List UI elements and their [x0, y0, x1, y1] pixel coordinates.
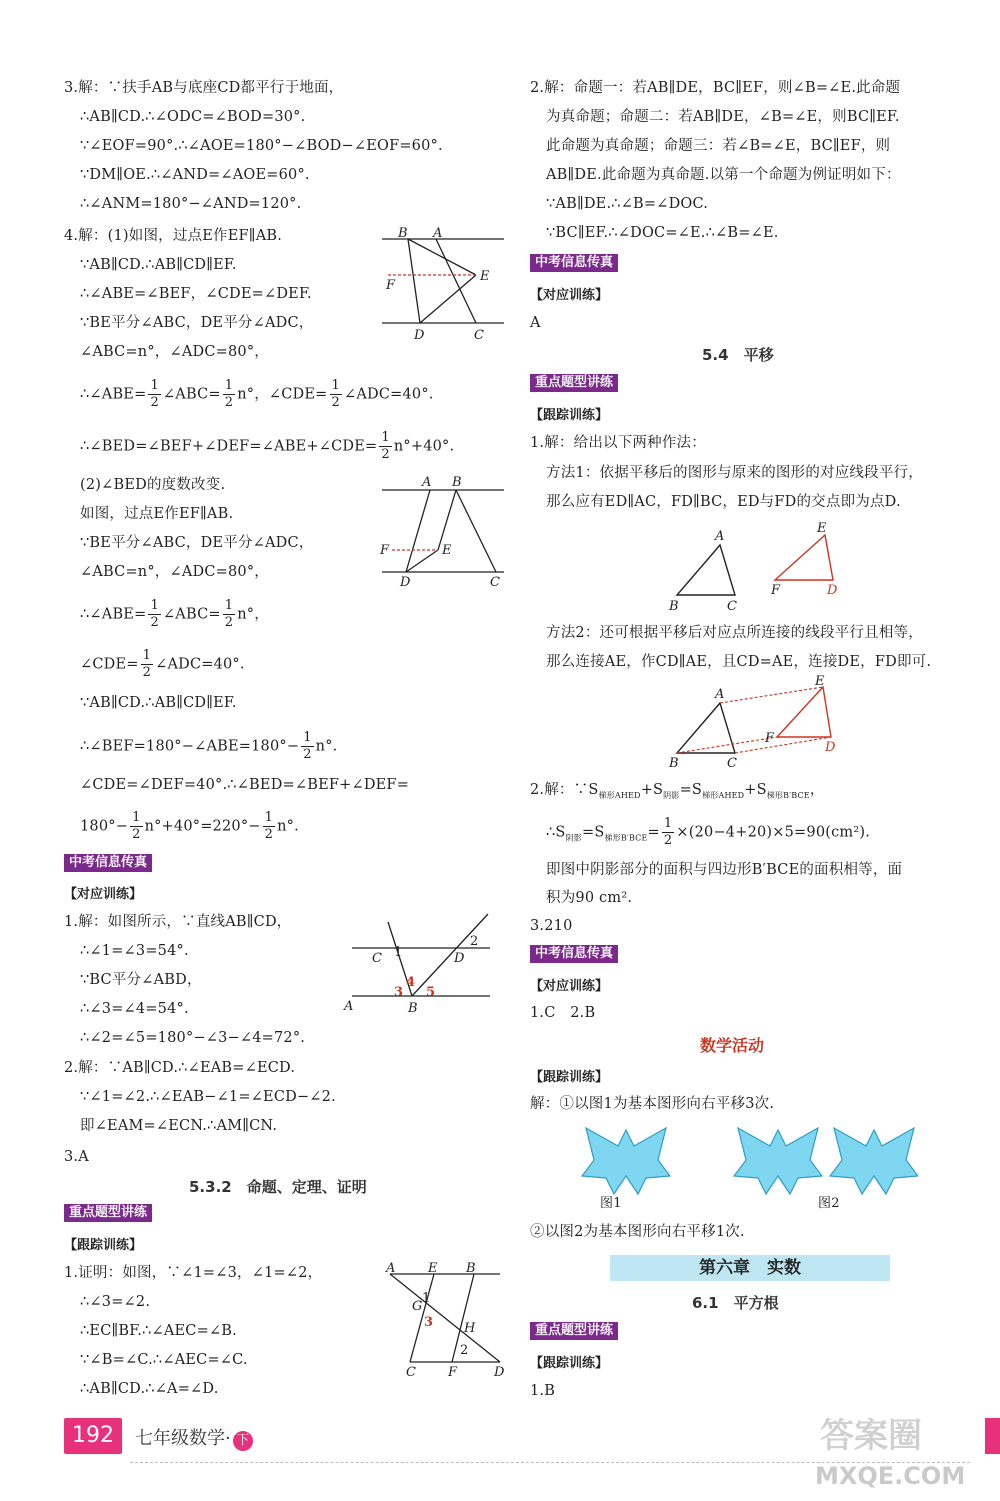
page-edge-tab: [985, 1418, 1000, 1454]
q4-line16: ∠CDE=∠DEF=40°.∴∠BED=∠BEF+∠DEF=: [80, 777, 410, 793]
svg-text:5: 5: [426, 985, 436, 1000]
t1-line2: 方法1：依据平移后的图形与原来的图形的对应线段平行，: [546, 465, 923, 481]
zhongkao-tag: 中考信息传真: [64, 854, 152, 872]
figure-t1-method1: [665, 520, 855, 615]
svg-text:A: A: [386, 1262, 396, 1276]
q2-line6: ∵BC∥EF.∴∠DOC=∠E.∴∠B=∠E.: [546, 225, 779, 241]
genzong-tag-right-2: 【跟踪训练】: [530, 1070, 609, 1085]
svg-text:1: 1: [394, 945, 403, 960]
svg-text:E: E: [480, 269, 490, 284]
t3-answer: 3.210: [530, 918, 573, 934]
d1-line4: ∴∠3=∠4=54°.: [80, 1001, 189, 1017]
figure-t1-method2: [665, 675, 855, 770]
figure-q4-2: [378, 472, 508, 592]
figure-q4-1: [378, 225, 508, 345]
svg-text:D: D: [454, 951, 465, 966]
q3-line5: ∴∠ANM=180°−∠AND=120°.: [80, 196, 302, 212]
activity-line2: ②以图2为基本图形向右平移1次.: [530, 1224, 745, 1240]
svg-text:D: D: [825, 740, 836, 755]
svg-text:F: F: [771, 583, 781, 598]
q4-line10: ∵BE平分∠ABC，DE平分∠ADC，: [80, 535, 314, 551]
t2-line1: 2.解：$\because S_{梯形AHED}+S_{阴影}=S_{梯形AHED}+S_{梯形B'BCE}$，: [530, 782, 825, 800]
book-title: 七年级数学· 下: [135, 1424, 253, 1451]
svg-text:A: A: [422, 475, 432, 490]
t1-line1: 1.解：给出以下两种作法：: [530, 435, 706, 451]
q4-line5: ∠ABC=n°，∠ADC=80°，: [80, 344, 269, 360]
q4-line3: ∴∠ABE=∠BEF，∠CDE=∠DEF.: [80, 286, 312, 302]
duiying-tag: 【对应训练】: [64, 887, 143, 902]
butterfly-3: [830, 1128, 918, 1194]
answers-cb: 1.C 2.B: [530, 1005, 596, 1021]
fig1-caption: 图1: [600, 1196, 622, 1211]
section-5-4: 5.4 平移: [702, 346, 774, 364]
figure-d1: [340, 910, 500, 1020]
d2-line3: 即∠EAM=∠ECN.∴AM∥CN.: [80, 1118, 278, 1134]
svg-text:A: A: [433, 226, 443, 241]
q2-line1: 2.解：命题一：若AB∥DE，BC∥EF，则∠B=∠E.此命题: [530, 80, 901, 96]
svg-text:G: G: [412, 1299, 423, 1314]
zhongdian-tag-right-3: 重点题型讲练: [530, 1322, 618, 1340]
svg-text:D: D: [494, 1365, 505, 1380]
d3-answer: 3.A: [64, 1149, 89, 1165]
q4-line12: ∴∠ABE= $\frac{1}{2}$ ∠ABC= $\frac{1}{2}$ n°，: [80, 598, 269, 630]
svg-text:1: 1: [422, 1291, 431, 1306]
svg-text:A: A: [344, 999, 354, 1014]
q3-line2: ∴AB∥CD.∴∠ODC=∠BOD=30°.: [80, 109, 306, 125]
t2-line2: $\therefore S_{阴影}=S_{梯形B'BCE}=$ $\frac{1}{2}$ ×(20−4+20)×5=90(cm²).: [546, 816, 871, 848]
svg-text:H: H: [464, 1321, 476, 1336]
svg-text:E: E: [817, 521, 827, 536]
svg-text:2: 2: [470, 934, 479, 949]
figure-p1: [380, 1262, 510, 1382]
svg-text:2: 2: [460, 1343, 469, 1358]
q4-line2: ∵AB∥CD.∴AB∥CD∥EF.: [80, 257, 237, 273]
t1-line4: 方法2：还可根据平移后对应点所连接的线段平行且相等，: [546, 625, 923, 641]
svg-text:B: B: [669, 756, 679, 770]
q4-line1: 4.解：(1)如图，过点E作EF∥AB.: [64, 228, 283, 244]
svg-text:F: F: [448, 1365, 458, 1380]
volume-badge: 下: [233, 1431, 253, 1451]
svg-text:3: 3: [424, 1315, 434, 1330]
genzong-tag-right: 【跟踪训练】: [530, 408, 609, 423]
page-number: 192: [64, 1418, 122, 1454]
answer-b: 1.B: [530, 1383, 556, 1399]
q4-line6: ∴∠ABE= $\frac{1}{2}$ ∠ABC= $\frac{1}{2}$ n°，∠CDE= $\frac{1}{2}$ ∠ADC=40°.: [80, 378, 434, 410]
p1-line5: ∴AB∥CD.∴∠A=∠D.: [80, 1381, 219, 1397]
p1-line3: ∴EC∥BF.∴∠AEC=∠B.: [80, 1323, 237, 1339]
svg-text:C: C: [474, 328, 484, 343]
p1-line1: 1.证明：如图，∵∠1=∠3，∠1=∠2，: [64, 1265, 323, 1281]
q4-line17: 180°− $\frac{1}{2}$ n°+40°=220°− $\frac{1}{2}$ n°.: [80, 810, 299, 842]
activity-line1: 解：①以图1为基本图形向右平移3次.: [530, 1096, 775, 1112]
svg-text:D: D: [827, 583, 838, 598]
duiying-tag-right: 【对应训练】: [530, 288, 609, 303]
svg-text:C: C: [727, 599, 737, 614]
svg-text:A: A: [715, 529, 725, 544]
q4-line7: ∴∠BED=∠BEF+∠DEF=∠ABE+∠CDE= $\frac{1}{2}$ n°+40°.: [80, 430, 455, 462]
q3-line4: ∵DM∥OE.∴∠AND=∠AOE=60°.: [80, 167, 310, 183]
zhongkao-tag-right-2: 中考信息传真: [530, 945, 618, 963]
q3-line3: ∵∠EOF=90°.∴∠AOE=180°−∠BOD−∠EOF=60°.: [80, 138, 443, 154]
chapter-6-banner: 第六章 实数: [610, 1255, 890, 1281]
q4-line13: ∠CDE= $\frac{1}{2}$ ∠ADC=40°.: [80, 648, 245, 680]
butterfly-1: [582, 1128, 670, 1194]
svg-text:C: C: [406, 1365, 416, 1380]
svg-text:3: 3: [394, 985, 404, 1000]
svg-text:C: C: [372, 951, 382, 966]
q4-line4: ∵BE平分∠ABC，DE平分∠ADC，: [80, 315, 314, 331]
t2-line4: 积为90 cm².: [546, 890, 633, 906]
svg-text:D: D: [400, 575, 411, 590]
d2-line1: 2.解：∵AB∥CD.∴∠EAB=∠ECD.: [64, 1060, 296, 1076]
genzong-tag-right-3: 【跟踪训练】: [530, 1356, 609, 1371]
svg-text:E: E: [815, 675, 825, 689]
svg-text:E: E: [442, 543, 452, 558]
q4-line8: (2)∠BED的度数改变.: [80, 477, 226, 493]
q4-line15: ∴∠BEF=180°−∠ABE=180°− $\frac{1}{2}$ n°.: [80, 730, 338, 762]
t1-line3: 那么应有ED∥AC，FD∥BC，ED与FD的交点即为点D.: [546, 494, 901, 510]
d1-line1: 1.解：如图所示，∵直线AB∥CD，: [64, 914, 292, 930]
t2-line3: 即图中阴影部分的面积与四边形B′BCE的面积相等，面: [546, 862, 903, 878]
svg-text:F: F: [765, 731, 775, 746]
svg-text:E: E: [428, 1262, 438, 1276]
q4-line9: 如图，过点E作EF∥AB.: [80, 506, 234, 522]
p1-line2: ∴∠3=∠2.: [80, 1294, 151, 1310]
q4-line11: ∠ABC=n°，∠ADC=80°，: [80, 564, 269, 580]
q3-line1: 3.解：∵扶手AB与底座CD都平行于地面，: [64, 80, 344, 96]
svg-text:C: C: [727, 756, 737, 770]
svg-text:4: 4: [406, 975, 416, 990]
svg-text:B: B: [669, 599, 679, 614]
answer-a: A: [530, 315, 541, 331]
d1-line2: ∴∠1=∠3=54°.: [80, 943, 189, 959]
duiying-tag-right-2: 【对应训练】: [530, 979, 609, 994]
butterfly-2: [734, 1128, 822, 1194]
svg-text:A: A: [715, 687, 725, 702]
q2-line5: ∵AB∥DE.∴∠B=∠DOC.: [546, 196, 709, 212]
math-activity-title: 数学活动: [700, 1036, 765, 1055]
svg-text:F: F: [380, 543, 390, 558]
fig2-caption: 图2: [818, 1196, 840, 1211]
p1-line4: ∵∠B=∠C.∴∠AEC=∠C.: [80, 1352, 248, 1368]
svg-text:F: F: [386, 278, 396, 293]
svg-text:B: B: [466, 1262, 476, 1276]
section-6-1: 6.1 平方根: [692, 1294, 779, 1312]
svg-text:C: C: [490, 575, 500, 590]
d1-line3: ∵BC平分∠ABD，: [80, 972, 202, 988]
butterfly-figures: [578, 1120, 918, 1200]
section-5-3-2: 5.3.2 命题、定理、证明: [189, 1178, 367, 1196]
zhongdian-tag-right: 重点题型讲练: [530, 374, 618, 392]
t1-line5: 那么连接AE，作CD∥AE，且CD=AE，连接DE，FD即可.: [546, 654, 932, 670]
zhongkao-tag-right: 中考信息传真: [530, 254, 618, 272]
watermark-logo: 答案圈: [820, 1416, 922, 1456]
d2-line2: ∵∠1=∠2.∴∠EAB−∠1=∠ECD−∠2.: [80, 1089, 336, 1105]
svg-text:B: B: [398, 226, 408, 241]
zhongdian-tag: 重点题型讲练: [64, 1204, 152, 1222]
q2-line3: 此命题为真命题；命题三：若∠B=∠E，BC∥EF，则: [546, 138, 891, 154]
svg-text:B: B: [408, 1001, 418, 1016]
d1-line5: ∴∠2=∠5=180°−∠3−∠4=72°.: [80, 1030, 306, 1046]
svg-text:B: B: [452, 475, 462, 490]
watermark-url: MXQE.COM: [815, 1462, 966, 1490]
q4-line14: ∵AB∥CD.∴AB∥CD∥EF.: [80, 695, 237, 711]
q2-line2: 为真命题；命题二：若AB∥DE，∠B=∠E，则BC∥EF.: [546, 109, 900, 125]
svg-text:D: D: [414, 328, 425, 343]
q2-line4: AB∥DE.此命题为真命题.以第一个命题为例证明如下：: [546, 167, 901, 183]
genzong-tag: 【跟踪训练】: [64, 1238, 143, 1253]
